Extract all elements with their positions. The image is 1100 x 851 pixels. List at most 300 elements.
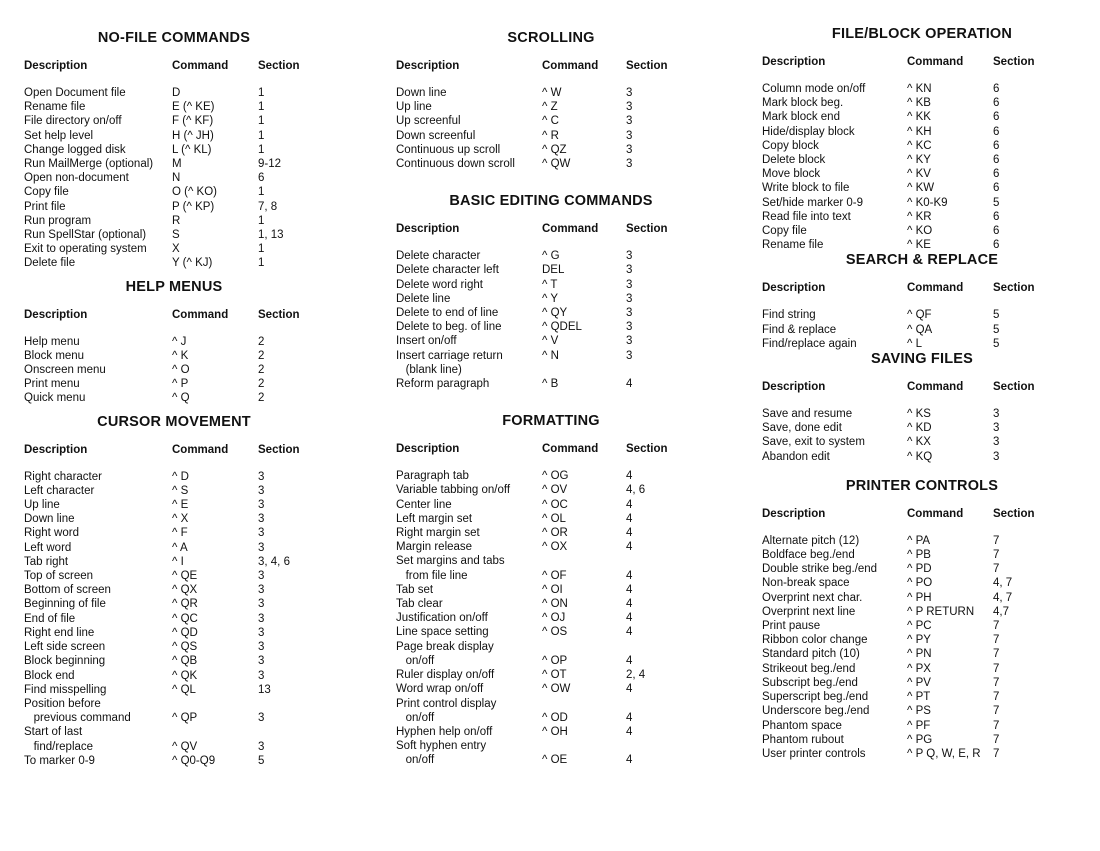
table-row	[762, 125, 1082, 139]
command-cell: ^ PH	[907, 591, 932, 604]
table-row	[24, 129, 324, 143]
table-row	[762, 719, 1082, 733]
table-row	[396, 249, 706, 263]
table-row	[396, 711, 706, 725]
description-cell: Justification on/off	[396, 612, 488, 625]
command-header: Command	[172, 60, 229, 72]
table-row	[762, 690, 1082, 704]
scrolling-section	[396, 30, 706, 171]
column-2	[396, 30, 706, 768]
description-cell: Copy block	[762, 139, 819, 152]
section-cell: 4	[626, 569, 633, 582]
table-row	[24, 363, 324, 377]
section-cell: 3	[626, 278, 633, 291]
section-cell	[626, 554, 706, 568]
description-cell: Left word	[24, 541, 72, 554]
table-row	[762, 647, 1082, 661]
description-cell: Ribbon color change	[762, 634, 868, 647]
description-cell: Tab right	[24, 555, 69, 568]
description-cell: Paragraph tab	[396, 470, 469, 483]
description-cell: previous command	[24, 712, 131, 725]
table-row	[24, 86, 324, 100]
description-cell: Down line	[24, 513, 75, 526]
description-cell: Ruler display on/off	[396, 669, 495, 682]
description-cell: Find/replace again	[762, 337, 857, 350]
description-cell: Bottom of screen	[24, 584, 111, 597]
section-cell: 4	[626, 527, 633, 540]
description-cell: Double strike beg./end	[762, 563, 878, 576]
section-cell: 5	[993, 337, 1000, 350]
table-row	[24, 484, 324, 498]
table-row	[24, 626, 324, 640]
command-cell: ^ KO	[907, 225, 933, 238]
command-cell: ^ KW	[907, 182, 935, 195]
section-cell: 7	[993, 563, 1000, 576]
section-cell: 4	[626, 612, 633, 625]
command-cell: ^ QE	[172, 570, 198, 583]
command-header: Command	[907, 56, 964, 68]
description-cell: Center line	[396, 498, 452, 511]
table-row	[762, 676, 1082, 690]
table-row	[396, 512, 706, 526]
description-cell: Copy file	[24, 186, 69, 199]
section-cell: 3	[258, 612, 265, 625]
section-cell: 4	[626, 683, 633, 696]
section-cell: 5	[258, 754, 265, 767]
saving-files-section	[762, 351, 1082, 464]
command-cell: ^ KV	[907, 168, 931, 181]
section-cell: 7	[993, 733, 1000, 746]
help-menus-section	[24, 279, 324, 406]
section-cell: 3	[258, 484, 265, 497]
command-cell: ^ V	[542, 335, 559, 348]
search-replace-section	[762, 252, 1082, 351]
command-cell: ^ KH	[907, 125, 932, 138]
section-cell: 3	[993, 422, 1000, 435]
table-row	[762, 534, 1082, 548]
description-cell: on/off	[396, 711, 435, 724]
command-cell: ^ I	[172, 555, 184, 568]
command-cell: ^ QY	[542, 307, 568, 320]
description-header: Description	[396, 223, 460, 236]
table-row	[762, 619, 1082, 633]
formatting-section	[396, 413, 706, 767]
section-cell: 3	[258, 598, 265, 611]
section-title: FILE/BLOCK OPERATION	[831, 26, 1013, 42]
section-cell: 2, 4	[626, 669, 646, 682]
table-row	[24, 242, 324, 256]
command-cell: ^ QP	[172, 712, 198, 725]
description-cell: Save and resume	[762, 408, 853, 421]
command-cell: ^ X	[172, 513, 189, 526]
command-cell: ^ QL	[172, 683, 196, 696]
description-cell: Up screenful	[396, 115, 461, 128]
section-header: Section	[626, 60, 668, 72]
table-row	[396, 349, 706, 363]
description-cell: Find & replace	[762, 323, 837, 336]
command-cell: ^ QZ	[542, 143, 567, 156]
column-1	[24, 30, 324, 768]
command-cell: ^ PA	[907, 534, 931, 547]
command-cell: ^ QX	[172, 584, 198, 597]
command-cell: ^ PC	[907, 620, 932, 633]
table-row	[24, 569, 324, 583]
description-cell: Find misspelling	[24, 683, 107, 696]
description-cell: Start of last	[24, 726, 83, 739]
table-row	[396, 320, 706, 334]
table-row	[762, 337, 1082, 351]
command-cell: ^ PD	[907, 563, 932, 576]
command-cell: ^ OF	[542, 569, 567, 582]
description-cell: Right word	[24, 527, 79, 540]
command-cell: ^ OW	[542, 683, 571, 696]
command-header: Command	[907, 282, 964, 295]
description-cell: Soft hyphen entry	[396, 740, 487, 753]
description-cell: Continuous down scroll	[396, 158, 515, 171]
table-row	[762, 224, 1082, 238]
printer-controls-section	[762, 478, 1082, 761]
description-header: Description	[762, 381, 826, 394]
description-cell: Left side screen	[24, 641, 106, 654]
section-cell: 13	[258, 683, 271, 696]
table-row	[396, 129, 706, 143]
table-header	[762, 56, 1082, 68]
section-cell: 4	[626, 754, 633, 767]
description-cell: File directory on/off	[24, 115, 122, 128]
section-cell: 4, 7	[993, 591, 1013, 604]
command-cell: ^ OJ	[542, 612, 566, 625]
description-cell: Save, exit to system	[762, 436, 865, 449]
command-cell: ^ ON	[542, 598, 568, 611]
section-cell: 3	[258, 641, 265, 654]
section-cell: 6	[993, 225, 1000, 238]
description-cell: Standard pitch (10)	[762, 648, 860, 661]
description-cell: Rename file	[762, 239, 824, 252]
command-cell: L (^ KL)	[172, 143, 212, 156]
section-cell: 4, 6	[626, 484, 646, 497]
table-row	[396, 306, 706, 320]
command-cell: ^ Y	[542, 292, 559, 305]
section-cell: 4	[626, 378, 633, 391]
description-cell: Right character	[24, 470, 102, 483]
table-row	[396, 292, 706, 306]
command-cell: ^ OL	[542, 512, 566, 525]
table-row	[762, 576, 1082, 590]
command-cell: ^ Q0-Q9	[172, 754, 216, 767]
section-cell: 3	[626, 87, 633, 99]
description-cell: Overprint next line	[762, 605, 856, 618]
section-cell: 3	[626, 264, 633, 277]
section-header: Section	[258, 308, 300, 321]
table-row	[24, 541, 324, 555]
table-row	[396, 469, 706, 483]
description-cell: Onscreen menu	[24, 364, 106, 377]
table-row	[762, 407, 1082, 421]
table-row	[24, 612, 324, 626]
table-row	[396, 483, 706, 497]
description-cell: Print file	[24, 200, 66, 213]
table-row	[396, 725, 706, 739]
description-cell: Phantom rubout	[762, 733, 844, 746]
command-cell: S	[172, 229, 180, 242]
command-cell: ^ QDEL	[542, 321, 582, 334]
section-cell: 3	[626, 143, 633, 156]
description-cell: Abandon edit	[762, 450, 830, 463]
file-block-section	[762, 26, 1082, 252]
command-cell: E (^ KE)	[172, 101, 215, 114]
section-cell: 3	[258, 626, 265, 639]
section-cell: 7	[993, 676, 1000, 689]
command-header: Command	[542, 223, 599, 236]
command-cell: ^ L	[907, 337, 922, 350]
table-row	[396, 753, 706, 767]
command-cell	[542, 363, 626, 377]
table-row	[396, 583, 706, 597]
command-cell: ^ PB	[907, 549, 931, 562]
table-row	[396, 526, 706, 540]
table-row	[24, 583, 324, 597]
table-row	[396, 682, 706, 696]
table-row	[396, 654, 706, 668]
command-cell: X	[172, 243, 180, 256]
table-row	[762, 238, 1082, 252]
section-cell: 4	[626, 598, 633, 611]
command-cell: ^ QS	[172, 641, 198, 654]
description-cell: Subscript beg./end	[762, 676, 858, 689]
section-cell: 6	[993, 139, 1000, 152]
section-title: HELP MENUS	[125, 278, 223, 295]
table-row	[762, 421, 1082, 435]
section-cell: 3	[626, 335, 633, 348]
section-cell: 2	[258, 378, 265, 391]
table-row	[762, 181, 1082, 195]
section-cell	[626, 363, 706, 377]
section-cell: 4	[626, 626, 633, 639]
table-row	[762, 435, 1082, 449]
section-header: Section	[258, 60, 300, 72]
description-cell: on/off	[396, 754, 435, 767]
table-row	[24, 185, 324, 199]
description-cell: Run program	[24, 214, 92, 227]
description-cell: Variable tabbing on/off	[396, 484, 511, 497]
section-title: SCROLLING	[507, 30, 595, 46]
nofile-commands-section	[24, 30, 324, 271]
section-cell: 1, 13	[258, 229, 284, 242]
description-header: Description	[762, 56, 826, 68]
description-cell: Delete file	[24, 257, 76, 270]
description-cell: Tab clear	[396, 598, 443, 611]
section-cell: 3	[626, 349, 633, 362]
command-cell: ^ KY	[907, 154, 931, 167]
command-cell: ^ KN	[907, 83, 932, 95]
table-row	[24, 349, 324, 363]
description-header: Description	[24, 308, 88, 321]
section-cell: 1	[258, 186, 265, 199]
command-header: Command	[907, 381, 964, 394]
table-row	[24, 377, 324, 391]
section-cell: 6	[993, 182, 1000, 195]
section-header: Section	[993, 56, 1035, 68]
command-cell: ^ T	[542, 278, 558, 291]
section-cell: 5	[993, 323, 1000, 336]
command-cell: ^ PT	[907, 691, 931, 704]
command-cell: ^ OT	[542, 669, 567, 682]
table-row	[396, 597, 706, 611]
section-cell: 3	[993, 450, 1000, 463]
section-cell: 7, 8	[258, 200, 278, 213]
section-header: Section	[993, 282, 1035, 295]
section-cell: 3	[258, 669, 265, 682]
cursor-movement-section	[24, 414, 324, 768]
table-row	[24, 683, 324, 697]
description-cell: Delete to beg. of line	[396, 321, 502, 334]
table-row	[396, 334, 706, 348]
command-cell: ^ D	[172, 470, 189, 483]
section-cell: 5	[993, 196, 1000, 209]
section-cell: 1	[258, 115, 265, 128]
table-row	[24, 555, 324, 569]
description-cell: Insert carriage return	[396, 349, 503, 362]
description-cell: Up line	[396, 101, 432, 114]
section-cell: 4	[626, 725, 633, 738]
section-cell: 3	[626, 321, 633, 334]
description-cell: Exit to operating system	[24, 243, 147, 256]
description-header: Description	[396, 60, 460, 72]
description-cell: Column mode on/off	[762, 83, 866, 95]
command-cell: N	[172, 172, 181, 185]
table-row	[762, 110, 1082, 124]
command-header: Command	[172, 308, 229, 321]
table-row	[396, 263, 706, 277]
description-cell: Beginning of file	[24, 598, 106, 611]
section-cell: 7	[993, 719, 1000, 732]
description-cell: Save, done edit	[762, 422, 842, 435]
description-cell: Up line	[24, 499, 60, 512]
description-cell: To marker 0-9	[24, 754, 95, 767]
description-header: Description	[762, 282, 826, 295]
command-cell: ^ O	[172, 364, 190, 377]
table-row	[762, 450, 1082, 464]
command-cell: ^ OS	[542, 626, 568, 639]
command-cell: ^ P	[172, 378, 189, 391]
section-cell: 7	[993, 634, 1000, 647]
command-cell: ^ PY	[907, 634, 931, 647]
table-header	[24, 60, 324, 72]
description-cell: Reform paragraph	[396, 378, 490, 391]
section-cell: 3	[258, 570, 265, 583]
table-row	[24, 228, 324, 242]
command-header: Command	[907, 507, 964, 520]
description-cell: Right end line	[24, 626, 95, 639]
table-row	[762, 747, 1082, 761]
table-row	[24, 725, 324, 739]
description-header: Description	[24, 60, 88, 72]
command-cell: D	[172, 87, 181, 99]
section-cell: 3	[258, 584, 265, 597]
table-row	[762, 562, 1082, 576]
description-cell: Run SpellStar (optional)	[24, 229, 147, 242]
description-cell: Word wrap on/off	[396, 683, 484, 696]
command-cell: ^ PS	[907, 705, 931, 718]
section-cell: 7	[993, 549, 1000, 562]
command-cell: ^ PV	[907, 676, 931, 689]
command-cell: ^ PO	[907, 577, 933, 590]
description-cell: Underscore beg./end	[762, 705, 870, 718]
command-cell: ^ B	[542, 378, 559, 391]
section-cell: 3	[993, 408, 1000, 421]
table-row	[24, 143, 324, 157]
section-cell: 3	[258, 655, 265, 668]
column-3	[762, 26, 1082, 761]
table-row	[762, 82, 1082, 96]
command-cell: ^ OI	[542, 583, 563, 596]
section-cell	[626, 640, 706, 654]
table-row	[396, 114, 706, 128]
section-title: SAVING FILES	[870, 351, 974, 368]
table-row	[762, 167, 1082, 181]
command-cell: ^ QA	[907, 323, 933, 336]
command-cell: ^ OG	[542, 470, 569, 483]
section-cell: 4	[626, 470, 633, 483]
table-row	[24, 711, 324, 725]
table-row	[396, 377, 706, 391]
description-cell: Down screenful	[396, 129, 476, 142]
description-cell: Page break display	[396, 640, 494, 653]
command-cell: O (^ KO)	[172, 186, 218, 199]
command-cell: ^ PX	[907, 662, 931, 675]
description-cell: Position before	[24, 697, 101, 710]
table-row	[24, 640, 324, 654]
table-row	[762, 139, 1082, 153]
description-cell: on/off	[396, 654, 435, 667]
command-cell: ^ OV	[542, 484, 568, 497]
section-cell: 1	[258, 143, 265, 156]
section-cell: 1	[258, 129, 265, 142]
description-cell: Delete word right	[396, 278, 483, 291]
description-cell: Write block to file	[762, 182, 850, 195]
table-row	[762, 210, 1082, 224]
command-cell: ^ KX	[907, 436, 931, 449]
command-cell: ^ KQ	[907, 450, 933, 463]
basic-editing-section	[396, 193, 706, 391]
description-cell: Delete to end of line	[396, 307, 499, 320]
section-cell: 6	[993, 97, 1000, 110]
section-cell: 3	[258, 712, 265, 725]
section-cell: 3	[258, 740, 265, 753]
section-cell: 7	[993, 747, 1000, 760]
section-cell: 2	[258, 349, 265, 362]
command-cell: ^ QD	[172, 626, 198, 639]
table-row	[396, 569, 706, 583]
section-cell: 7	[993, 648, 1000, 661]
description-cell: Block menu	[24, 349, 85, 362]
description-cell: Open Document file	[24, 87, 126, 99]
command-cell: H (^ JH)	[172, 129, 214, 142]
table-row	[396, 157, 706, 171]
command-cell: ^ QF	[907, 309, 932, 322]
section-header: Section	[626, 223, 668, 236]
table-row	[24, 335, 324, 349]
command-cell: ^ G	[542, 250, 560, 263]
section-header: Section	[626, 443, 668, 456]
command-cell: ^ QR	[172, 598, 198, 611]
section-cell: 2	[258, 392, 265, 405]
table-row	[396, 739, 706, 753]
table-row	[762, 591, 1082, 605]
command-cell	[542, 554, 626, 568]
table-row	[24, 391, 324, 405]
command-cell: R	[172, 214, 181, 227]
